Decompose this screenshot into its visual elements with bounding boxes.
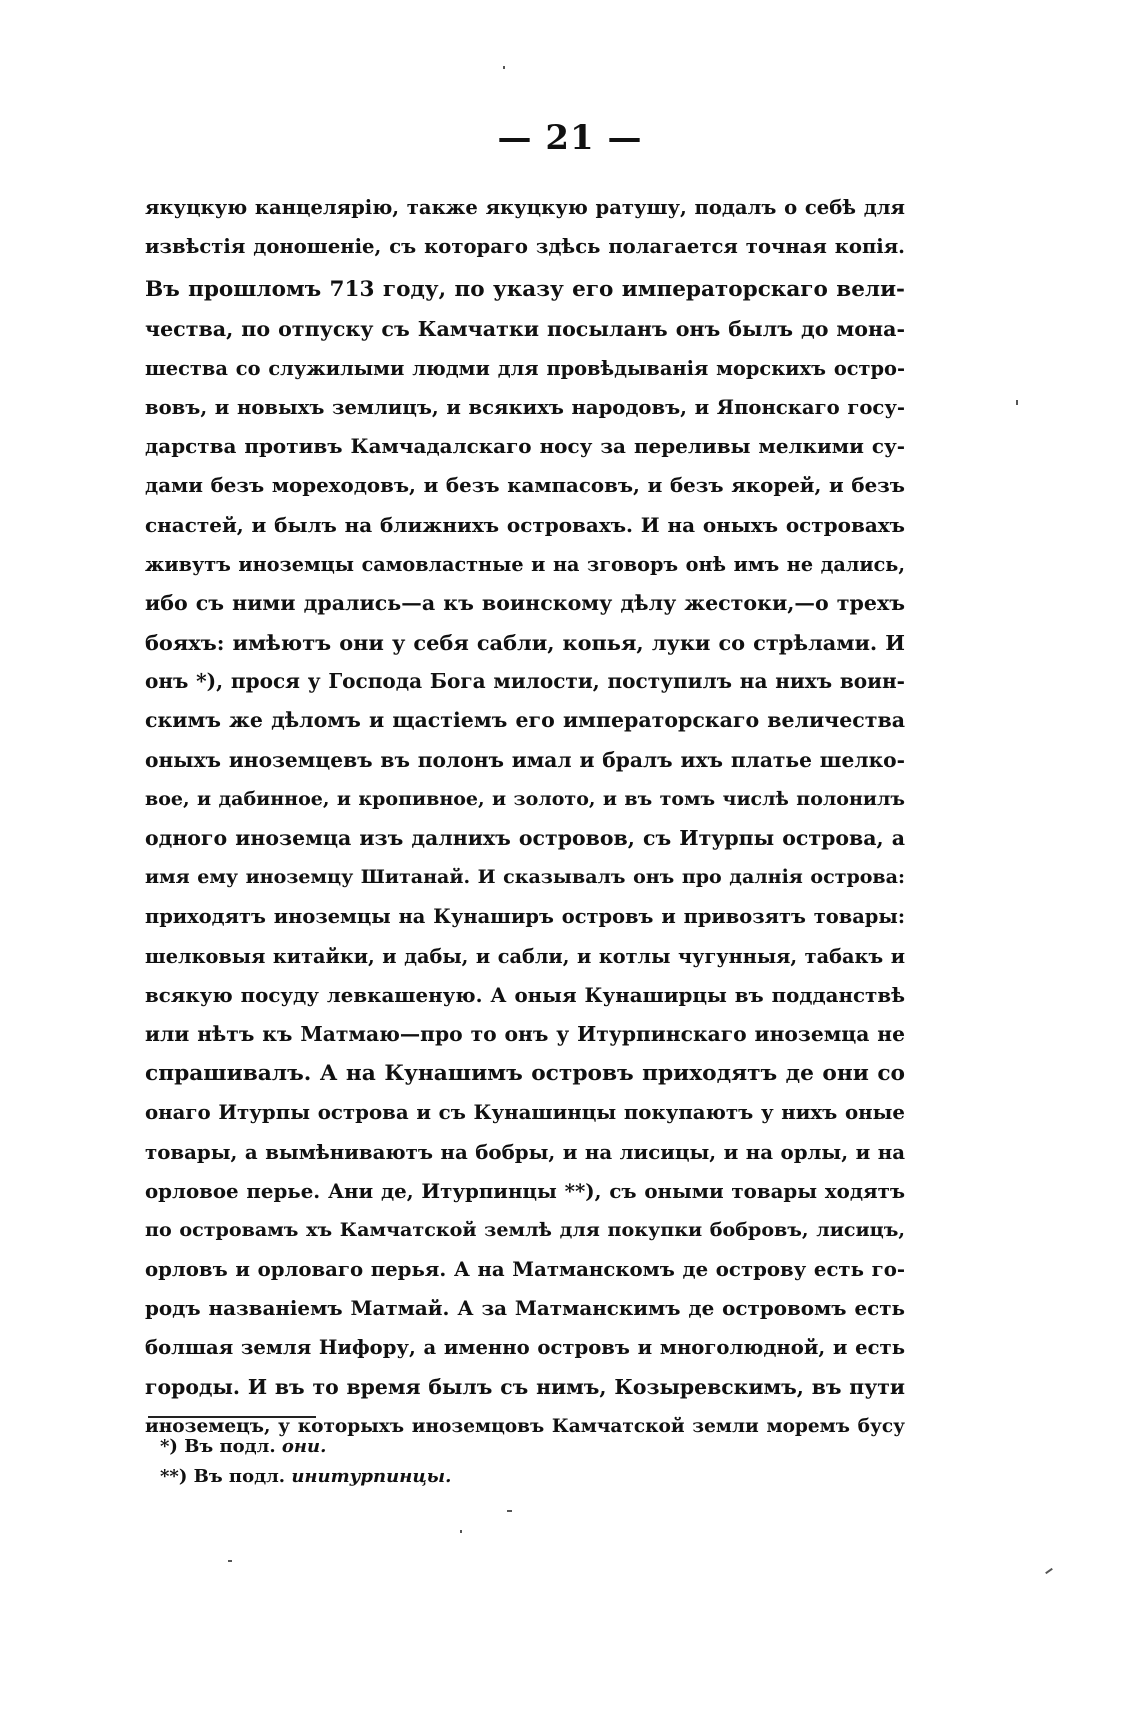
text-line: якуцкую канцелярію, также якуцкую ратушу, подалъ о себѣ для — [145, 196, 905, 219]
page-number: — 21 — — [497, 118, 643, 158]
text-line: дарства противъ Камчадалскаго носу за переливы мелкими су- — [145, 434, 905, 459]
text-line: имя ему иноземцу Шитанай. И сказывалъ онъ про далнія острова: — [145, 866, 905, 889]
text-line: онаго Итурпы острова и съ Кунашинцы покупаютъ у нихъ оные — [145, 1100, 905, 1125]
text-line: извѣстія доношеніе, съ котораго здѣсь полагается точная копія. — [145, 235, 905, 259]
text-line: ибо съ ними дрались—а къ воинскому дѣлу жестоки,—о трехъ — [145, 590, 905, 615]
text-line: живутъ иноземцы самовластные и на зговоръ онѣ имъ не дались, — [145, 552, 905, 576]
text-line: скимъ же дѣломъ и щастіемъ его императорскаго величества — [145, 708, 905, 733]
text-line: шества со служилыми людми для провѣдыванія морскихъ остро- — [145, 356, 905, 380]
footnote-marker: *) Въ подл. — [160, 1436, 276, 1457]
footnotes — [160, 1432, 660, 1492]
scan-speck — [1016, 400, 1018, 405]
text-line: вовъ, и новыхъ землицъ, и всякихъ народовъ, и Японскаго госу- — [145, 395, 905, 419]
text-line: городы. И въ то время былъ съ нимъ, Козыревскимъ, въ пути — [145, 1374, 905, 1399]
text-line: Въ прошломъ 713 году, по указу его императорскаго вели- — [145, 277, 905, 303]
footnote-marker: **) Въ подл. — [160, 1466, 286, 1487]
scan-speck — [503, 66, 505, 69]
text-line: снастей, и былъ на ближнихъ островахъ. И на оныхъ островахъ — [145, 512, 905, 537]
footnote-2 — [160, 1462, 660, 1492]
footnote-text: они. — [281, 1436, 327, 1457]
text-line: родъ названіемъ Матмай. А за Матманскимъ де островомъ есть — [145, 1296, 905, 1321]
scan-speck — [228, 1560, 232, 1562]
text-line: онъ *), прося у Господа Бога милости, поступилъ на нихъ воин- — [145, 669, 905, 694]
text-line: всякую посуду левкашеную. А оныя Кунаширцы въ подданствѣ — [145, 982, 905, 1007]
text-line: вое, и дабинное, и кропивное, и золото, и въ томъ числѣ полонилъ — [145, 787, 905, 810]
footnote-divider — [148, 1416, 316, 1418]
text-line: чества, по отпуску съ Камчатки посыланъ онъ былъ до мона- — [145, 316, 905, 341]
text-line: дами безъ мореходовъ, и безъ кампасовъ, и безъ якорей, и безъ — [145, 473, 905, 498]
text-line: орловое перье. Ани де, Итурпинцы **), съ оными товары ходятъ — [145, 1178, 905, 1203]
text-line: спрашивалъ. А на Кунашимъ островъ приходятъ де они со — [145, 1061, 905, 1087]
body-text — [145, 188, 905, 1446]
text-line: иноземецъ, у которыхъ иноземцовъ Камчатской земли моремъ бусу — [145, 1415, 905, 1437]
text-line: или нѣтъ къ Матмаю—про то онъ у Итурпинскаго иноземца не — [145, 1021, 905, 1046]
scan-speck — [460, 1530, 462, 1533]
text-line: орловъ и орловаго перья. А на Матманскомъ де острову есть го- — [145, 1258, 905, 1282]
text-line: шелковыя китайки, и дабы, и сабли, и котлы чугунныя, табакъ и — [145, 944, 905, 968]
scan-speck — [507, 1510, 512, 1512]
scan-speck — [1045, 1568, 1053, 1574]
text-line: приходятъ иноземцы на Кунаширъ островъ и привозятъ товары: — [145, 905, 905, 929]
text-line: одного иноземца изъ далнихъ островов, съ Итурпы острова, а — [145, 826, 905, 850]
text-line: товары, а вымѣниваютъ на бобры, и на лисицы, и на орлы, и на — [145, 1139, 905, 1164]
text-line: по островамъ хъ Камчатской землѣ для покупки бобровъ, лисицъ, — [145, 1218, 905, 1241]
footnote-text: инитурпинцы. — [291, 1466, 452, 1487]
text-line: бояхъ: имѣютъ они у себя сабли, копья, луки со стрѣлами. И — [145, 630, 905, 656]
footnote-1 — [160, 1432, 660, 1462]
text-line: болшая земля Нифору, а именно островъ и многолюдной, и есть — [145, 1336, 905, 1360]
text-line: оныхъ иноземцевъ въ полонъ имал и бралъ ихъ платье шелко- — [145, 747, 905, 772]
